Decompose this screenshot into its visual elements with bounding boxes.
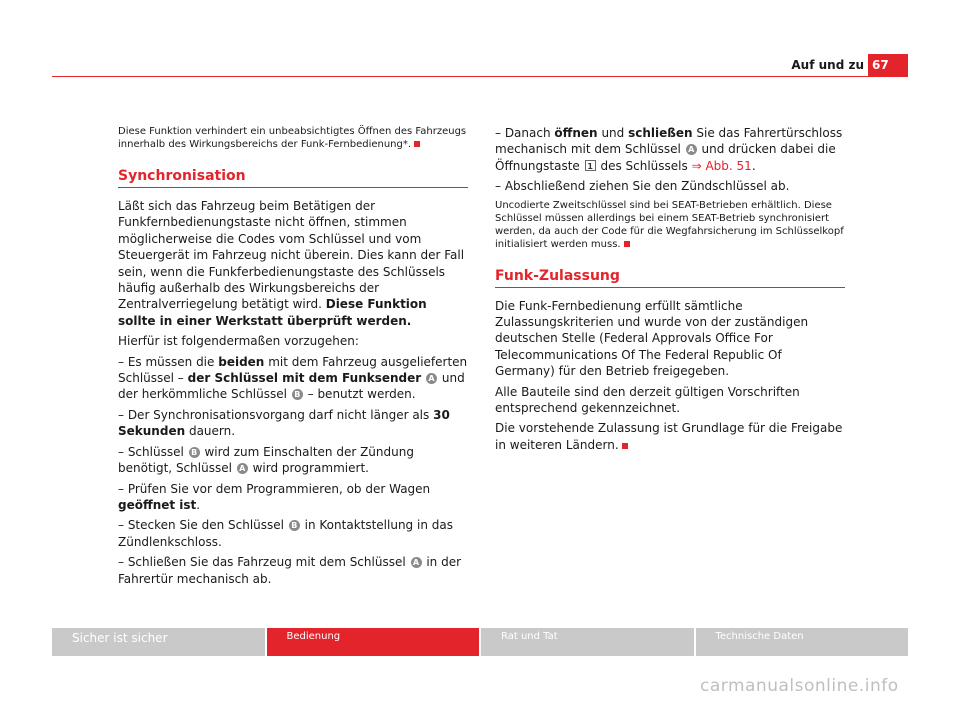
key-a-icon: A (426, 373, 437, 384)
tab-bedienung[interactable]: Bedienung (267, 628, 480, 656)
end-marker-icon (414, 141, 420, 147)
left-column (118, 125, 468, 591)
paragraph: Die vorstehende Zulassung ist Grundlage für die Freigabe in weiteren Ländern. (495, 421, 843, 452)
header-rule (52, 76, 868, 77)
note-text: Uncodierte Zweitschlüssel sind bei SEAT-Betrieben erhältlich. Diese Schlüssel müssen allerdings bei einem SEAT-Betrieb synchronisiert werden, da auch der Code für die Wegfahrsicherung im Schlüsselkopf initialisiert werden muss. (495, 199, 844, 250)
tab-rat-und-tat[interactable]: Rat und Tat (481, 628, 694, 656)
right-column (495, 125, 845, 457)
key-a-icon: A (686, 144, 697, 155)
list-item: – Prüfen Sie vor dem Programmieren, ob der Wagen geöffnet ist. (118, 481, 431, 512)
key-b-icon: B (292, 389, 303, 400)
key-a-icon: A (237, 463, 248, 474)
paragraph: Alle Bauteile sind den derzeit gültigen Vorschriften entsprechend gekennzeichnet. (495, 384, 800, 416)
watermark: carmanualsonline.info (700, 676, 899, 696)
tab-sicher-ist-sicher[interactable]: Sicher ist sicher (52, 628, 265, 656)
section-title-funk-zulassung: Funk-Zulassung (495, 267, 845, 288)
list-item: – Stecken Sie den Schlüssel B in Kontaktstellung in das Zündlenkschloss. (118, 518, 453, 549)
list-item: – Schließen Sie das Fahrzeug mit dem Schlüssel A in der Fahrertür mechanisch ab. (118, 555, 462, 586)
section-title-synchronisation: Synchronisation (118, 167, 468, 188)
paragraph: Die Funk-Fernbedienung erfüllt sämtliche Zulassungskriterien und wurde von der zuständigen deutschen Stelle (Federal Approvals Office For Telecommunications Of The Federal Republic Of Germany) für den Betrieb freigegeben. (495, 298, 809, 379)
key-a-icon: A (411, 557, 422, 568)
end-marker-icon (624, 241, 630, 247)
page-number: 67 (868, 54, 908, 77)
key-b-icon: B (289, 520, 300, 531)
chapter-title: Auf und zu (791, 58, 864, 72)
key-b-icon: B (189, 447, 200, 458)
tab-technische-daten[interactable]: Technische Daten (696, 628, 909, 656)
paragraph: Hierfür ist folgendermaßen vorzugehen: (118, 334, 359, 349)
list-item: – Der Synchronisationsvorgang darf nicht länger als 30 Sekunden dauern. (118, 407, 450, 439)
end-marker-icon (622, 443, 628, 449)
paragraph: Läßt sich das Fahrzeug beim Betätigen der Funkfernbedienungstaste nicht öffnen, stimmen möglicherweise die Codes vom Schlüssel und vom Steuergerät im Fahrzeug nicht überein. Dies kann der Fall sein, wenn die Funkferbedienungstaste des Schlüssels häufig außerhalb des Wirkungsbereichs der Zentralverriegelung betätigt wird. Diese Funktion sollte in einer Werkstatt überprüft werden. (118, 199, 465, 328)
intro-text: Diese Funktion verhindert ein unbeabsichtigtes Öffnen des Fahrzeugs innerhalb des Wirkungsbereichs der Funk-Fernbedienung*. (118, 126, 467, 150)
list-item: – Abschließend ziehen Sie den Zündschlüssel ab. (495, 179, 790, 194)
button-1-icon: 1 (585, 160, 596, 171)
list-item: – Es müssen die beiden mit dem Fahrzeug ausgelieferten Schlüssel – der Schlüssel mit dem Funksender A und der herkömmliche Schlüssel B – benutzt werden. (118, 354, 468, 402)
figure-link[interactable]: ⇒ Abb. 51 (691, 158, 752, 173)
footer-chapter-tabs (52, 628, 908, 656)
list-item: – Danach öffnen und schließen Sie das Fahrertürschloss mechanisch mit dem Schlüssel A und drücken dabei die Öffnungstaste 1 des Schlüssels ⇒ Abb. 51. (495, 126, 843, 173)
list-item: – Schlüssel B wird zum Einschalten der Zündung benötigt, Schlüssel A wird programmiert. (118, 444, 414, 476)
